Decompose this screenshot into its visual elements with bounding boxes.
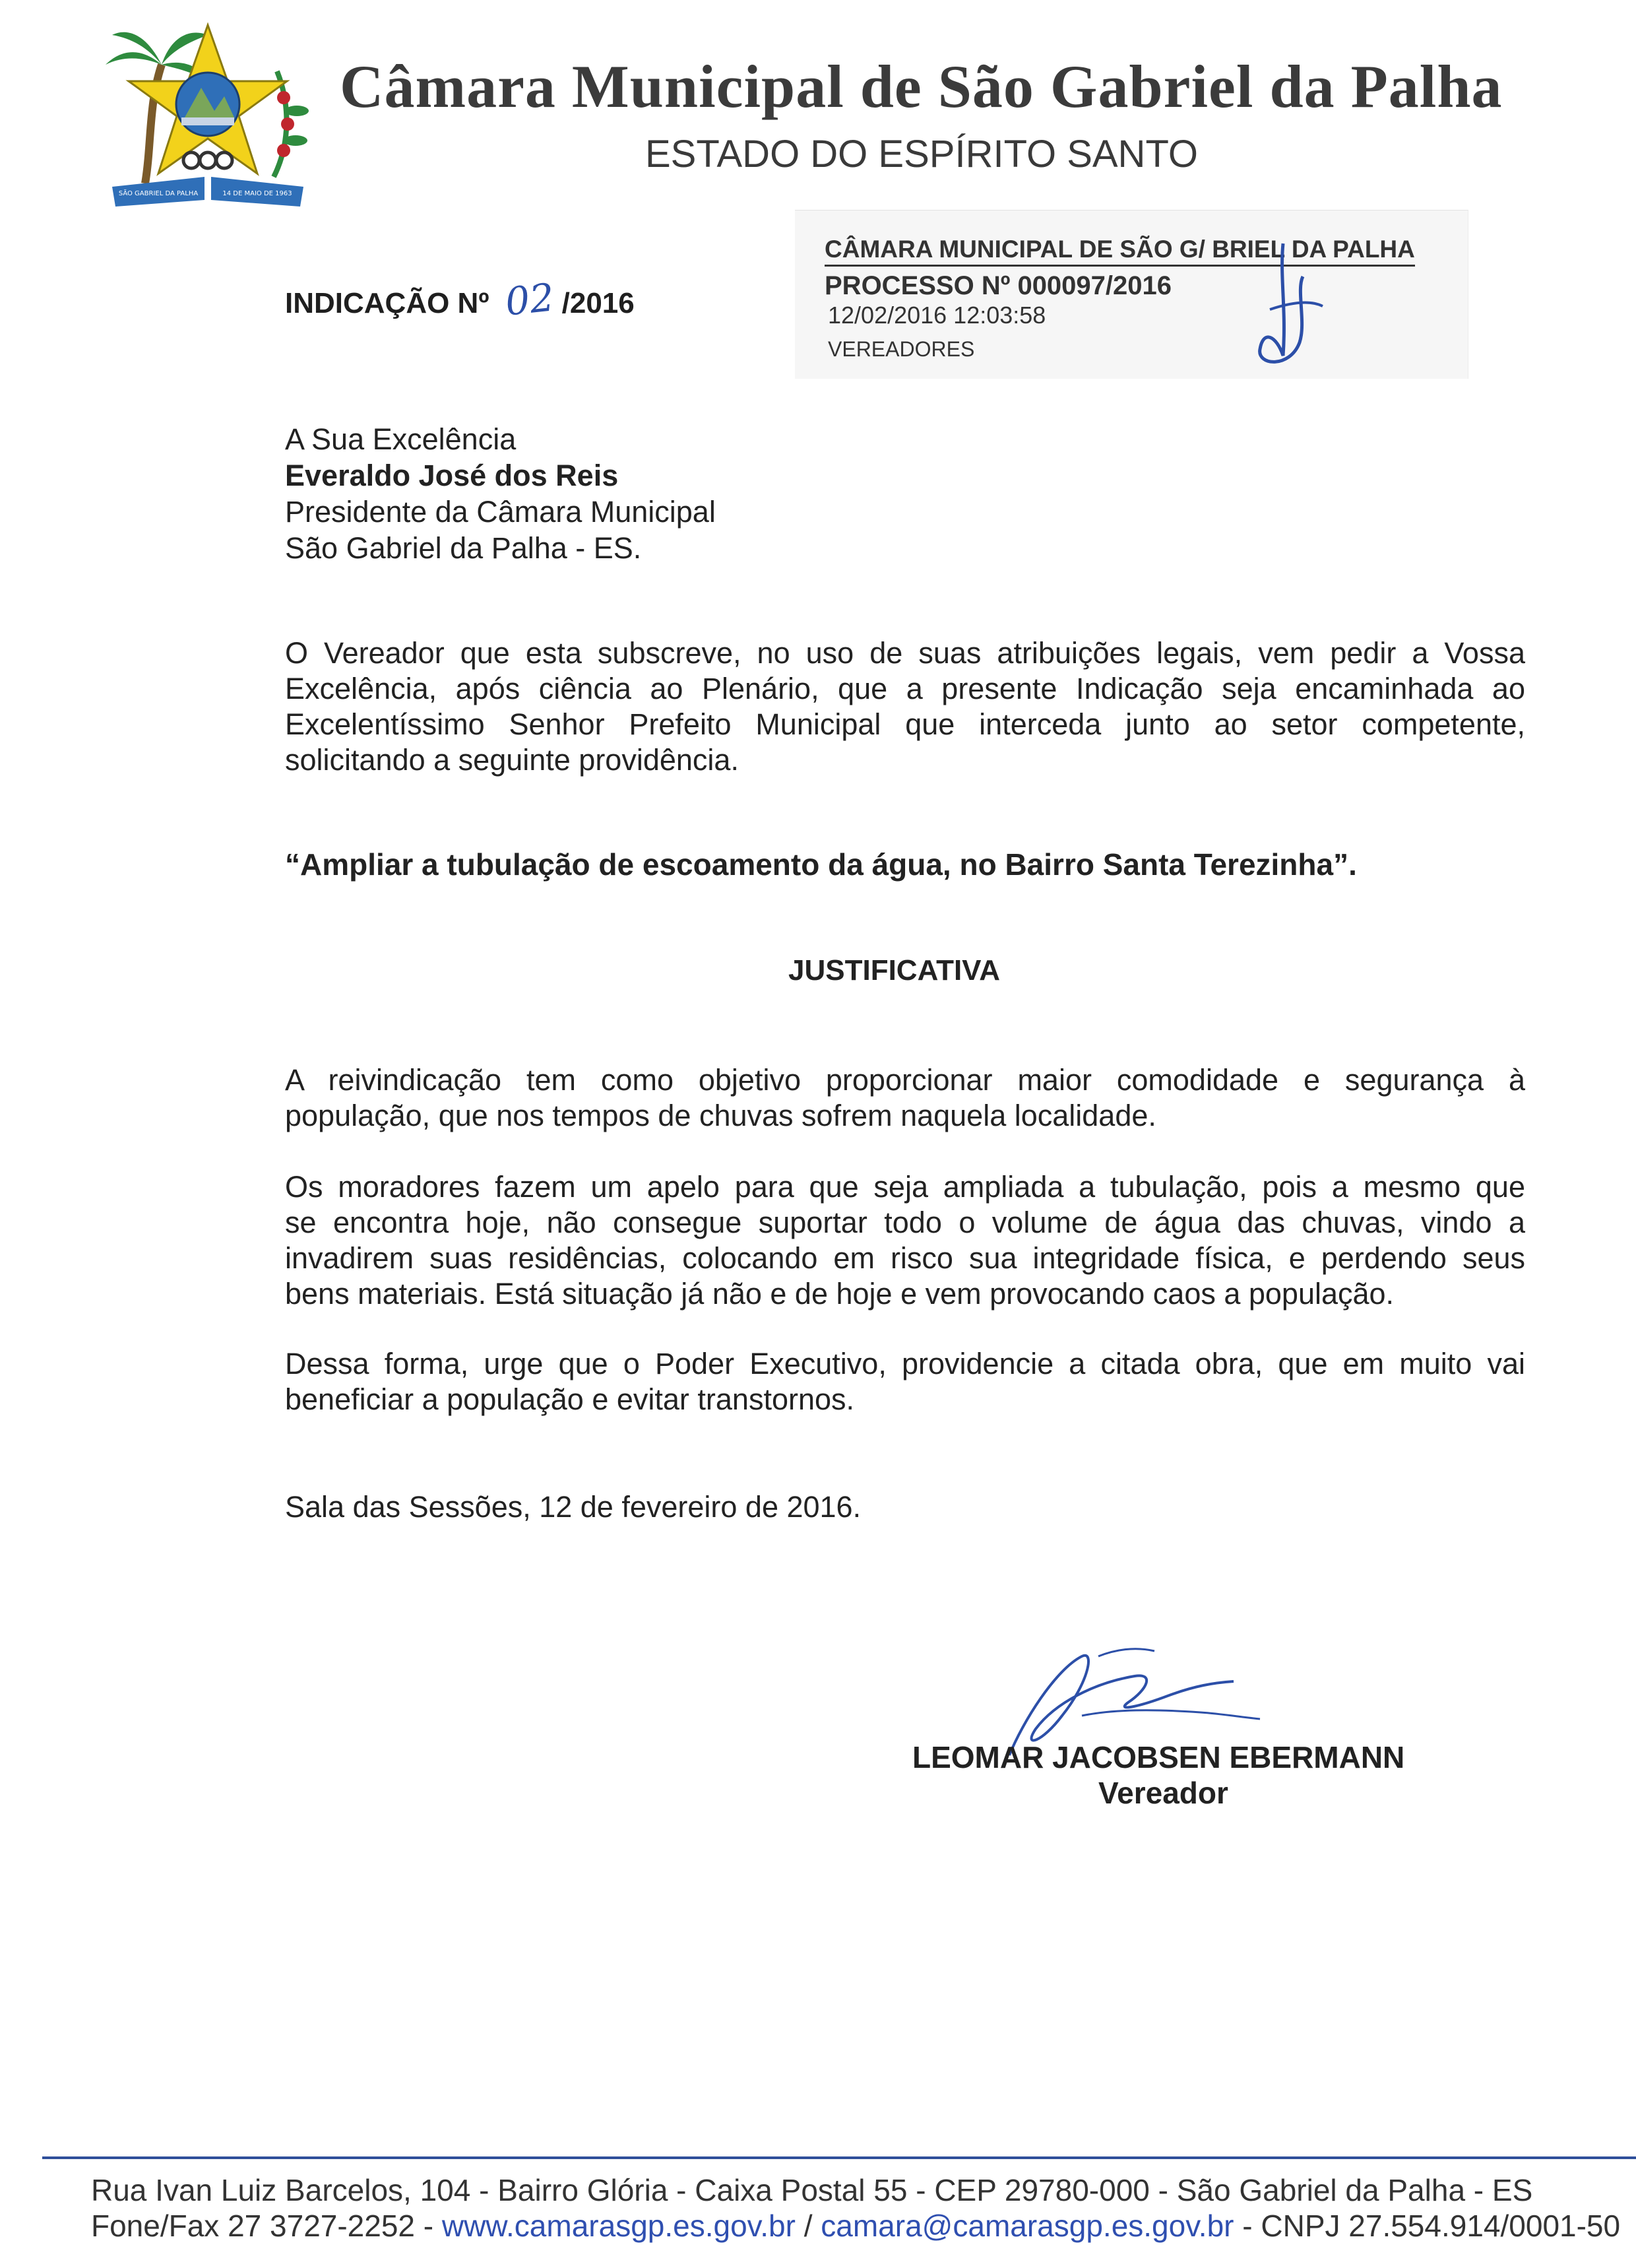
text-line: invadirem suas residências, colocando em risco sua integridade física, e perdendo seus bbox=[285, 1241, 1525, 1275]
text-line: Excelentíssimo Senhor Prefeito Municipal que interceda junto ao setor competente, bbox=[285, 707, 1525, 741]
text-line: O Vereador que esta subscreve, no uso de suas atribuições legais, vem pedir a Vossa bbox=[285, 636, 1525, 670]
text-line: beneficiar a população e evitar transtornos. bbox=[285, 1382, 855, 1416]
addressee-place: São Gabriel da Palha - ES. bbox=[285, 531, 642, 565]
text-line: se encontra hoje, não consegue suportar todo o volume de água das chuvas, vindo a bbox=[285, 1206, 1525, 1239]
text-line: Os moradores fazem um apelo para que seja ampliada a tubulação, pois a mesmo que bbox=[285, 1170, 1525, 1204]
justification-paragraph-3 bbox=[285, 1346, 1525, 1417]
footer-contact bbox=[91, 2208, 1620, 2244]
addressee-name: Everaldo José dos Reis bbox=[285, 459, 619, 492]
handwritten-number: 02 bbox=[503, 275, 556, 325]
footer-email-link[interactable]: camara@camarasgp.es.gov.br bbox=[821, 2209, 1234, 2243]
text-line: bens materiais. Está situação já não e de hoje e vem provocando caos a população. bbox=[285, 1277, 1395, 1311]
indicacao-number bbox=[285, 275, 635, 325]
indicacao-year: /2016 bbox=[561, 287, 635, 319]
municipal-coat-of-arms-icon bbox=[99, 18, 317, 210]
text-line: solicitando a seguinte providência. bbox=[285, 743, 739, 777]
footer-address: Rua Ivan Luiz Barcelos, 104 - Bairro Glória - Caixa Postal 55 - CEP 29780-000 - São Gabriel da Palha - ES bbox=[91, 2173, 1533, 2207]
signer-name: LEOMAR JACOBSEN EBERMANN bbox=[912, 1740, 1405, 1774]
svg-text:SÃO GABRIEL DA PALHA: SÃO GABRIEL DA PALHA bbox=[118, 190, 199, 197]
stamp-datetime: 12/02/2016 12:03:58 bbox=[828, 302, 1046, 329]
stamp-department: VEREADORES bbox=[828, 337, 975, 361]
page-title: Câmara Municipal de São Gabriel da Palha bbox=[340, 53, 1503, 120]
footer-divider bbox=[42, 2156, 1636, 2159]
text-line: Excelência, após ciência ao Plenário, que a presente Indicação seja encaminhada ao bbox=[285, 672, 1525, 705]
footer-separator: / bbox=[795, 2209, 821, 2243]
stamp-initial-signature-icon bbox=[1243, 237, 1336, 375]
text-line: Dessa forma, urge que o Poder Executivo, providencie a citada obra, que em muito vai bbox=[285, 1347, 1525, 1380]
addressee-role: Presidente da Câmara Municipal bbox=[285, 495, 716, 529]
page-subtitle: ESTADO DO ESPÍRITO SANTO bbox=[645, 133, 1198, 176]
signer-role: Vereador bbox=[1098, 1776, 1228, 1810]
section-heading: JUSTIFICATIVA bbox=[788, 954, 1001, 987]
footer-phone: Fone/Fax 27 3727-2252 - bbox=[91, 2209, 442, 2243]
text-line: população, que nos tempos de chuvas sofrem naquela localidade. bbox=[285, 1099, 1156, 1132]
addressee-salutation: A Sua Excelência bbox=[285, 422, 517, 456]
justification-paragraph-1 bbox=[285, 1062, 1525, 1134]
closing-date-line: Sala das Sessões, 12 de fevereiro de 2016. bbox=[285, 1490, 862, 1524]
footer-website-link[interactable]: www.camarasgp.es.gov.br bbox=[441, 2209, 796, 2243]
intro-paragraph bbox=[285, 635, 1525, 778]
footer-cnpj: - CNPJ 27.554.914/0001-50 bbox=[1234, 2209, 1621, 2243]
stamp-process-number: PROCESSO Nº 000097/2016 bbox=[825, 271, 1172, 300]
svg-text:14 DE MAIO DE 1963: 14 DE MAIO DE 1963 bbox=[222, 190, 292, 197]
justification-paragraph-2 bbox=[285, 1169, 1525, 1312]
protocol-stamp bbox=[795, 210, 1468, 379]
text-line: A reivindicação tem como objetivo proporcionar maior comodidade e segurança à bbox=[285, 1063, 1525, 1097]
indicacao-prefix: INDICAÇÃO Nº bbox=[285, 287, 489, 319]
stamp-institution: CÂMARA MUNICIPAL DE SÃO G/ BRIEL DA PALHA bbox=[825, 236, 1415, 267]
requested-action: “Ampliar a tubulação de escoamento da água, no Bairro Santa Terezinha”. bbox=[285, 847, 1357, 882]
